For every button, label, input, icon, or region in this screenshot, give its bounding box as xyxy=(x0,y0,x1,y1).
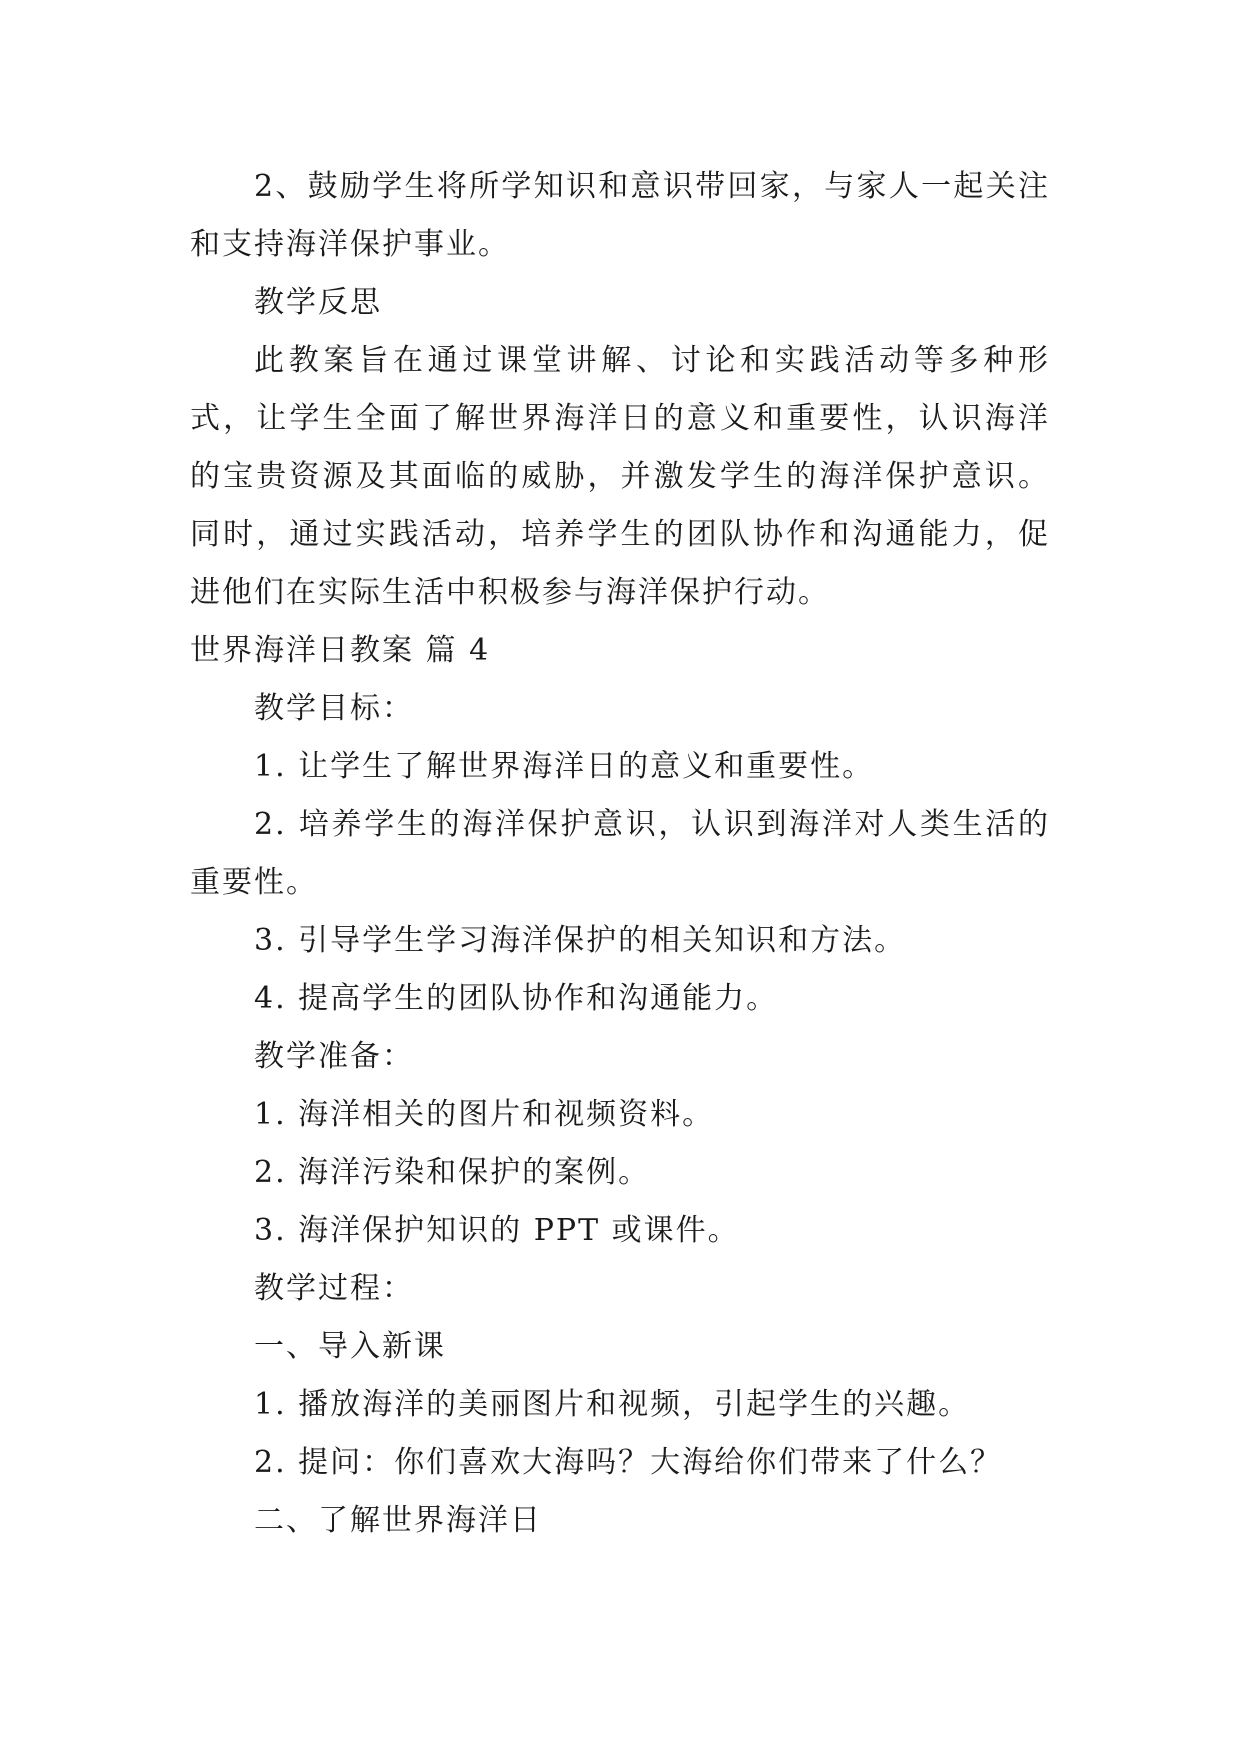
goal-item-3: 3. 引导学生学习海洋保护的相关知识和方法。 xyxy=(254,923,907,958)
process-intro-item-1: 1. 播放海洋的美丽图片和视频，引起学生的兴趣。 xyxy=(254,1387,971,1422)
document-body xyxy=(190,158,1050,1550)
paragraph-encourage-students: 2、鼓励学生将所学知识和意识带回家，与家人一起关注和支持海洋保护事业。 xyxy=(190,169,1050,262)
goal-item-1: 1. 让学生了解世界海洋日的意义和重要性。 xyxy=(254,749,875,784)
process-step-world-ocean-day: 二、了解世界海洋日 xyxy=(254,1503,542,1538)
preparation-item-2: 2. 海洋污染和保护的案例。 xyxy=(254,1155,651,1190)
heading-teaching-reflection: 教学反思 xyxy=(254,285,382,320)
heading-teaching-preparation: 教学准备： xyxy=(254,1039,414,1074)
heading-teaching-process: 教学过程： xyxy=(254,1271,414,1306)
process-step-introduction: 一、导入新课 xyxy=(254,1329,446,1364)
preparation-item-1: 1. 海洋相关的图片和视频资料。 xyxy=(254,1097,715,1132)
heading-teaching-goals: 教学目标： xyxy=(254,691,414,726)
section-title-lesson-4: 世界海洋日教案 篇 4 xyxy=(190,633,491,668)
preparation-item-3: 3. 海洋保护知识的 PPT 或课件。 xyxy=(254,1213,740,1248)
paragraph-reflection-body: 此教案旨在通过课堂讲解、讨论和实践活动等多种形式，让学生全面了解世界海洋日的意义和重要性，认识海洋的宝贵资源及其面临的威胁，并激发学生的海洋保护意识。同时，通过实践活动，培养学生的团队协作和沟通能力，促进他们在实际生活中积极参与海洋保护行动。 xyxy=(190,343,1050,610)
goal-item-4: 4. 提高学生的团队协作和沟通能力。 xyxy=(254,981,779,1016)
process-intro-item-2: 2. 提问：你们喜欢大海吗？大海给你们带来了什么？ xyxy=(254,1445,1003,1480)
goal-item-2: 2. 培养学生的海洋保护意识，认识到海洋对人类生活的重要性。 xyxy=(190,807,1050,900)
